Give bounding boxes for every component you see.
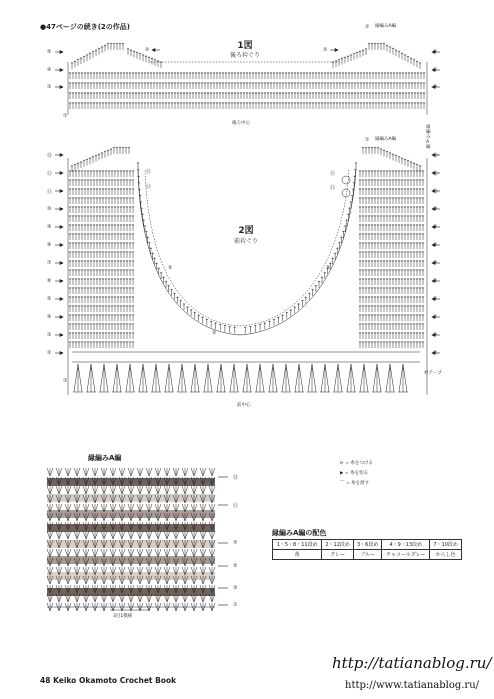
row-number: ⑦ <box>233 540 238 546</box>
row-number: ① <box>63 113 68 119</box>
row-number: ⑪ <box>146 184 152 190</box>
row-number: ⑫ <box>47 171 53 177</box>
row-number: ① <box>365 137 370 143</box>
figure2-subtitle: 前衿ぐり <box>233 238 258 245</box>
row-number: ⑦ <box>433 260 438 266</box>
swatch-title: 縁編みA編 <box>88 454 122 462</box>
table-header-cell: 3・6段め <box>354 540 382 550</box>
figure1-title: 1図 <box>237 41 253 51</box>
carry-yarn-icon: ⌒ <box>340 481 345 486</box>
row-number: ⑫ <box>433 171 439 177</box>
row-number: ④ <box>47 314 52 320</box>
row-number: ⑪ <box>47 189 53 195</box>
row-number: ② <box>47 350 52 356</box>
figure2-title: 2図 <box>238 226 254 236</box>
row-number: ① <box>233 602 238 608</box>
row-number: ⑪ <box>433 189 439 195</box>
watermark-large: http://tatianablog.ru/ <box>332 654 492 672</box>
row-number: ⑤ <box>433 296 438 302</box>
row-number: ④ <box>433 314 438 320</box>
row-number: ⑧ <box>47 242 52 248</box>
page-footer <box>40 676 176 685</box>
legend-item <box>340 460 373 466</box>
color-table-title: 縁編みA編の配色 <box>272 529 327 537</box>
swatch-repeat-label: 3目1模様 <box>113 614 133 619</box>
row-number: ⑥ <box>47 278 52 284</box>
row-number: ⑫ <box>146 169 152 175</box>
table-row <box>273 550 462 560</box>
row-number: ④ <box>433 67 438 73</box>
row-number: ⑤ <box>326 265 331 271</box>
row-number: ⑤ <box>168 265 173 271</box>
row-number: ② <box>212 330 217 336</box>
row-number: ① <box>63 378 68 384</box>
row-number: ① <box>365 24 370 30</box>
figure2-edge-label: 縁編みA編 <box>375 137 397 142</box>
side-edge-label: 縁編みA編 <box>426 125 431 150</box>
legend-text: = 糸を渡す <box>345 481 370 486</box>
color-table <box>272 539 462 560</box>
row-number: ③ <box>233 585 238 591</box>
table-header-cell: 2・12段め <box>322 540 354 550</box>
table-header-cell: 4・9・13段め <box>382 540 430 550</box>
row-number: ③ <box>433 332 438 338</box>
attach-yarn-icon: ⊳ <box>340 461 344 466</box>
row-number: ③ <box>47 84 52 90</box>
row-number: ② <box>323 47 328 53</box>
table-row <box>273 540 462 550</box>
tape-label: 杉テープ <box>424 371 442 376</box>
table-header-cell: 7・10段め <box>430 540 462 550</box>
legend-text: = 糸を切る <box>344 471 369 476</box>
row-number: ③ <box>433 84 438 90</box>
row-number: ⑤ <box>233 563 238 569</box>
table-cell: ブルー <box>354 550 382 560</box>
row-number: ⑥ <box>433 278 438 284</box>
row-number: ⑬ <box>433 153 439 159</box>
table-header-cell: 1・5・8・11段め <box>273 540 322 550</box>
row-number: ⑤ <box>47 296 52 302</box>
row-number: ⑤ <box>433 49 438 55</box>
row-number: ④ <box>47 67 52 73</box>
row-number: ② <box>433 350 438 356</box>
row-number: ⑦ <box>47 260 52 266</box>
row-number: ② <box>145 47 150 53</box>
legend-text: = 糸をつける <box>345 461 373 466</box>
row-number: ⑬ <box>47 153 53 159</box>
row-number: ⑬ <box>233 475 239 481</box>
figure2-center-label: 前中心 <box>237 403 251 408</box>
row-number: ⑪ <box>330 185 336 191</box>
book-title: Keiko Okamoto Crochet Book <box>53 676 177 685</box>
row-number: ⑨ <box>433 224 438 230</box>
row-number: ⑤ <box>47 49 52 55</box>
table-cell: グレー <box>322 550 354 560</box>
legend-item <box>340 480 373 486</box>
row-number: ⑫ <box>330 171 336 177</box>
page-number: 48 <box>40 676 51 685</box>
table-cell: チャコールグレー <box>382 550 430 560</box>
figure1-subtitle: 後ろ衿ぐり <box>229 52 260 59</box>
continuation-note: ●47ページの続き(2の作品) <box>40 23 130 31</box>
row-number: ⑨ <box>47 224 52 230</box>
row-number: ⑧ <box>433 242 438 248</box>
row-number: ⑫ <box>233 503 239 509</box>
table-cell: からし色 <box>430 550 462 560</box>
row-number: ③ <box>47 332 52 338</box>
cut-yarn-icon: ▶ <box>340 471 344 476</box>
legend-item <box>340 470 373 476</box>
row-number: ⑩ <box>47 206 52 212</box>
figure1-edge-label: 縁編みA編 <box>375 24 397 29</box>
row-number: ⑩ <box>433 206 438 212</box>
symbol-legend <box>340 460 373 486</box>
figure1-center-label: 後ろ中心 <box>232 121 250 126</box>
watermark-small: http://www.tatianablog.ru/ <box>345 680 480 691</box>
table-cell: 黄 <box>273 550 322 560</box>
